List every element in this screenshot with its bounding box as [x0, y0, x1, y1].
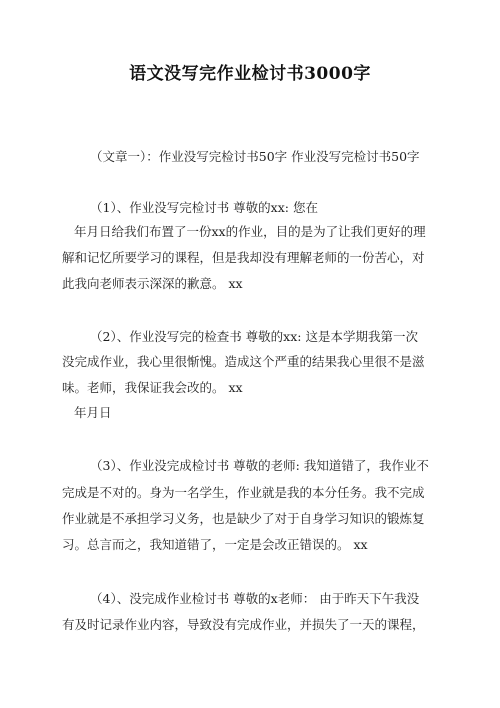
section-3-body-line: 作业就是不承担学习义务，也是缺少了对于自身学习知识的锻炼复 [62, 511, 425, 526]
section-3-heading-line: （3）、作业没完成检讨书 尊敬的老师: 我知道错了，我作业不 [90, 458, 429, 473]
section-2-date-line: 年月日 [74, 405, 112, 420]
section-2-body-line: 味。老师，我保证我会改的。 xx [62, 380, 243, 395]
section-1-body-line: 年月日给我们布置了一份xx的作业，目的是为了让我们更好的理 [74, 224, 426, 239]
section-4-heading-line: （4）、没完成作业检讨书 尊敬的x老师： 由于昨天下午我没 [90, 591, 420, 606]
section-1-body-line: 此我向老师表示深深的歉意。 xx [62, 276, 243, 291]
document-title: 语文没写完作业检讨书3000字 [129, 64, 371, 84]
section-2-body-line: 没完成作业，我心里很惭愧。造成这个严重的结果我心里很不是滋 [62, 354, 425, 369]
section-3-body-line: 习。总言而之，我知道错了，一定是会改正错误的。 xx [62, 537, 368, 552]
section-2-heading-line: （2）、作业没写完的检查书 尊敬的xx: 这是本学期我第一次 [90, 329, 418, 344]
section-3-body-line: 完成是不对的。身为一名学生，作业就是我的本分任务。我不完成 [62, 485, 425, 500]
section-1-body-line: 解和记忆所要学习的课程，但是我却没有理解老师的一份苦心，对 [62, 250, 425, 265]
intro-line: （文章一）：作业没写完检讨书50字 作业没写完检讨书50字 [90, 149, 420, 164]
section-1-heading-line: （1）、作业没写完检讨书 尊敬的xx: 您在 [90, 200, 318, 215]
section-4-body-line: 有及时记录作业内容，导致没有完成作业，并损失了一天的课程， [62, 617, 425, 632]
